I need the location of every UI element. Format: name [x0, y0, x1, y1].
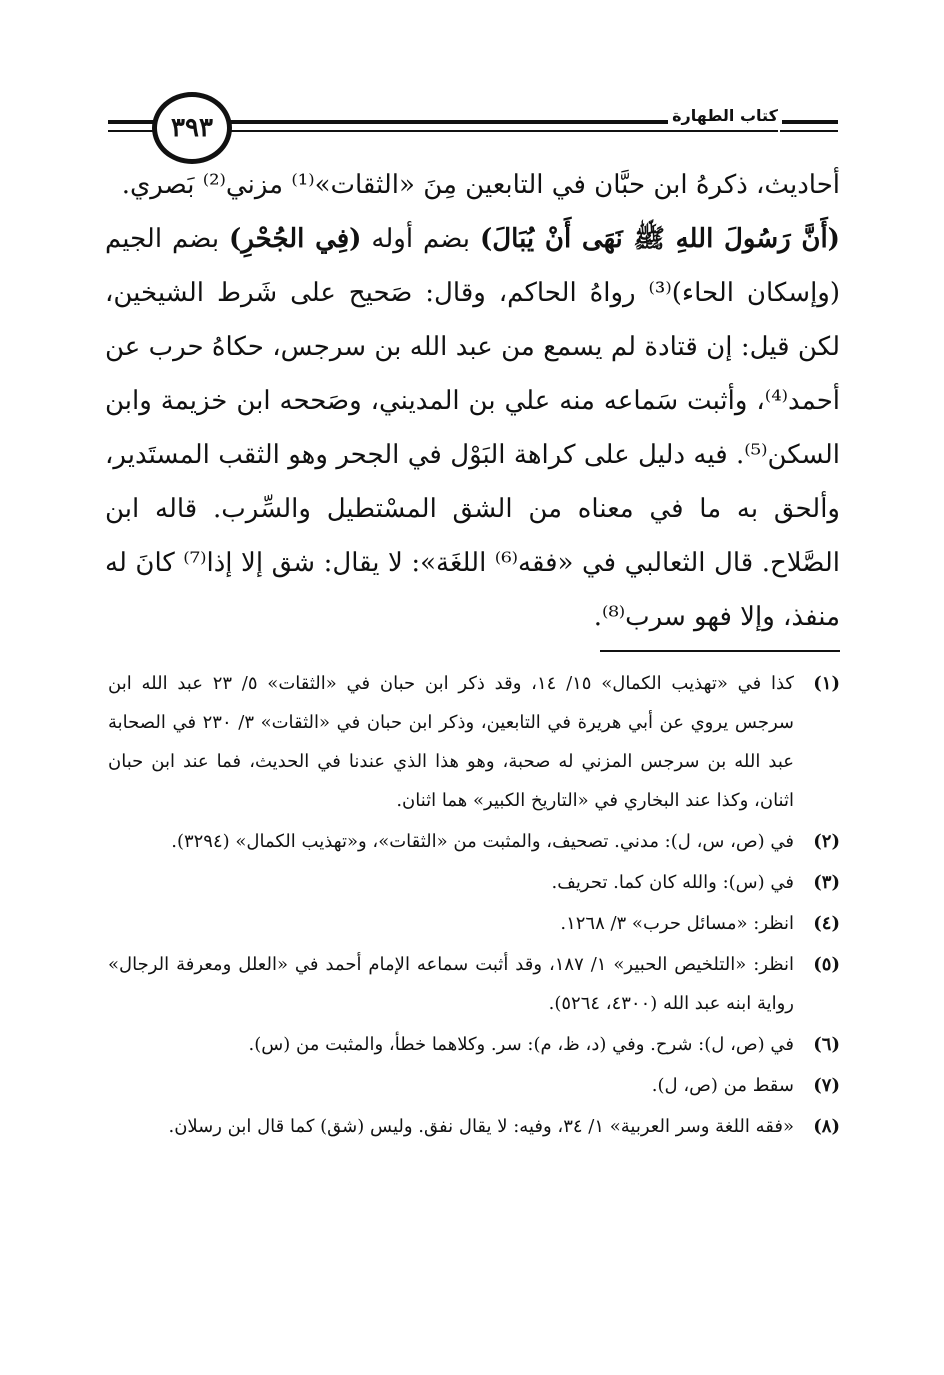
footnote-separator	[600, 650, 840, 652]
footnote-number: (٣)	[813, 872, 840, 893]
paragraph-2	[105, 212, 840, 644]
footnote	[108, 1066, 840, 1105]
header-rule	[108, 120, 156, 124]
header-rule	[226, 130, 778, 132]
footnote-text: سقط من (ص، ل).	[651, 1075, 794, 1096]
footnote-text: «فقه اللغة وسر العربية» ١/ ٣٤، وفيه: لا يقال نفق. وليس (شق) كما قال ابن رسلان.	[168, 1116, 794, 1137]
footnote	[108, 863, 840, 902]
footnotes	[108, 664, 840, 1148]
footnote	[108, 904, 840, 943]
footnote-number: (١)	[813, 673, 840, 694]
paragraph-2-rest: بضم الجيم (وإسكان الحاء)⁽³⁾ رواهُ الحاكم، وقال: صَحيح على شَرط الشيخين، لكن قيل: إن قتادة لم يسمع من عبد الله بن سرجس، حكاهُ حرب عن أحمد⁽⁴⁾، وأثبت سَماعه منه علي بن المديني، وصَححه ابن خزيمة وابن السكن⁽⁵⁾. فيه دليل على كراهة البَوْل في الجحر وهو الثقب المستَدير، وألحق به ما في معناه من الشق المسْتطيل والسِّرب. قاله ابن الصَّلاح. قال الثعالبي في «فقه⁽⁶⁾ اللغَة»: لا يقال: شق إلا إذا⁽⁷⁾ كانَ له منفذ، وإلا فهو سرب⁽⁸⁾.	[105, 224, 840, 632]
footnote	[108, 1025, 840, 1064]
hadith-quote-2: (فِي الجُحْرِ)	[229, 224, 362, 254]
footnote-text: في (ص، ل): شرح. وفي (د، ظ، م): سر. وكلاهما خطأ، والمثبت من (س).	[248, 1034, 794, 1055]
header-rule	[780, 130, 838, 132]
footnote-text: انظر: «التلخيص الحبير» ١/ ١٨٧، وقد أثبت سماعه الإمام أحمد في «العلل ومعرفة الرجال» رواية ابنه عبد الله (٤٣٠٠، ٥٢٦٤).	[108, 954, 794, 1014]
footnote	[108, 822, 840, 861]
header-rule	[780, 120, 838, 124]
footnote-text: كذا في «تهذيب الكمال» ١٥/ ١٤، وقد ذكر ابن حبان في «الثقات» ٥/ ٢٣ عبد الله ابن سرجس يروي عن أبي هريرة في التابعين، وذكر ابن حبان في «الثقات» ٣/ ٢٣٠ في الصحابة عبد الله بن سرجس المزني له صحبة، وهو هذا الذي عندنا في الحديث، فما عند ابن حبان اثنان، وكذا عند البخاري في «التاريخ الكبير» هما اثنان.	[108, 673, 794, 811]
footnote	[108, 664, 840, 820]
header-rule	[108, 130, 156, 132]
footnote-number: (٨)	[813, 1116, 840, 1137]
footnote-number: (٥)	[813, 954, 840, 975]
paragraph-1: أحاديث، ذكرهُ ابن حبَّان في التابعين مِنَ «الثقات»⁽¹⁾ مزني⁽²⁾ بَصري.	[121, 170, 840, 200]
footnote-text: في (س): والله كان كما. تحريف.	[551, 872, 794, 893]
footnote-number: (٧)	[813, 1075, 840, 1096]
footnote	[108, 1107, 840, 1146]
page-header	[108, 92, 838, 166]
main-text	[105, 158, 840, 644]
paragraph-2-text: بضم أوله	[361, 224, 480, 254]
footnote-number: (٤)	[813, 913, 840, 934]
page-number: ٣٩٣	[152, 92, 232, 164]
footnote-text: في (ص، س، ل): مدني. تصحيف، والمثبت من «الثقات»، و«تهذيب الكمال» (٣٢٩٤).	[171, 831, 794, 852]
footnote-number: (٢)	[813, 831, 840, 852]
footnote-text: انظر: «مسائل حرب» ٣/ ١٢٦٨.	[560, 913, 794, 934]
footnote	[108, 945, 840, 1023]
chapter-title: كتاب الطهارة	[668, 106, 782, 125]
hadith-quote: (أَنَّ رَسُولَ اللهِ ﷺ نَهَى أَنْ يُبَالَ)	[479, 224, 840, 254]
footnote-number: (٦)	[813, 1034, 840, 1055]
